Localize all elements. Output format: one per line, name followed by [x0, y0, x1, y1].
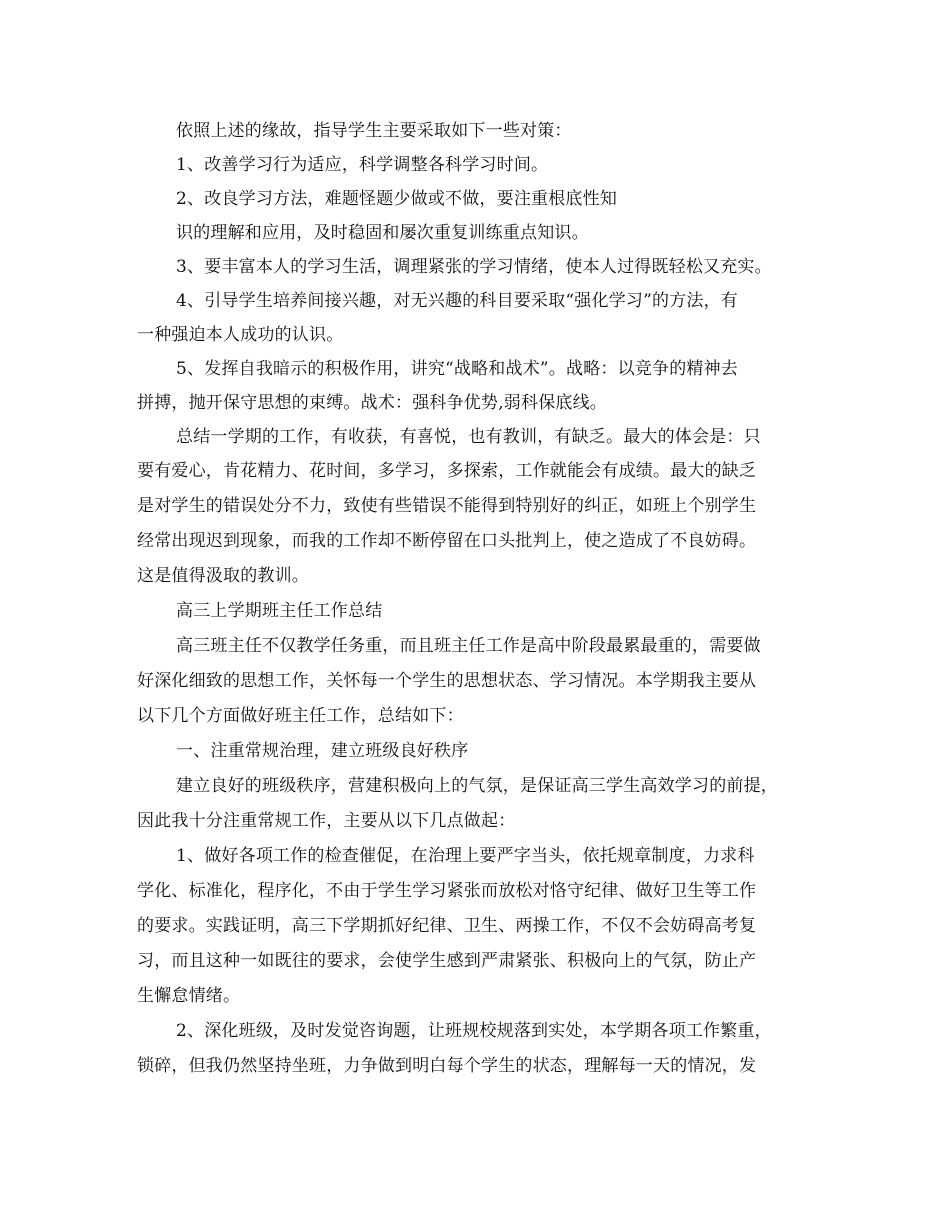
text-line: 拼搏，抛开保守思想的束缚。战术：强科争优势,弱科保底线。: [137, 393, 608, 413]
text-line: 3、要丰富本人的学习生活，调理紧张的学习情绪，使本人过得既轻松又充实。: [176, 257, 772, 277]
text-line: 高三班主任不仅教学任务重，而且班主任工作是高中阶段最累最重的，需要做: [176, 636, 761, 656]
text-line: 1、改善学习行为适应，科学调整各科学习时间。: [176, 155, 549, 175]
text-line: 建立良好的班级秩序，营建积极向上的气氛，是保证高三学生高效学习的前提，: [176, 776, 778, 796]
text-line: 2、深化班级，及时发觉咨询题，让班规校规落到实处，本学期各项工作繁重，: [176, 1021, 772, 1041]
text-line: 要有爱心，肯花精力、花时间，多学习，多探索，工作就能会有成绩。最大的缺乏: [137, 461, 757, 481]
section-heading: 高三上学期班主任工作总结: [176, 601, 383, 621]
text-line: 以下几个方面做好班主任工作，总结如下：: [137, 706, 464, 726]
text-line: 习，而且这种一如既往的要求，会使学生感到严肃紧张、积极向上的气氛，防止产: [137, 951, 757, 971]
text-line: 因此我十分注重常规工作，主要从以下几点做起：: [137, 811, 516, 831]
text-line: 学化、标准化，程序化，不由于学生学习紧张而放松对恪守纪律、做好卫生等工作: [137, 881, 757, 901]
text-line: 锁碎，但我仍然坚持坐班，力争做到明白每个学生的状态，理解每一天的情况，发: [137, 1056, 757, 1076]
text-line: 4、引导学生培养间接兴趣，对无兴趣的科目要采取“强化学习”的方法，有: [176, 291, 738, 311]
text-line: 识的理解和应用，及时稳固和屡次重复训练重点知识。: [176, 223, 589, 243]
text-line: 总结一学期的工作，有收获，有喜悦，也有教训，有缺乏。最大的体会是：只: [176, 427, 761, 447]
text-line: 1、做好各项工作的检查催促，在治理上要严字当头，依托规章制度，力求科: [176, 846, 755, 866]
text-line: 好深化细致的思想工作，关怀每一个学生的思想状态、学习情况。本学期我主要从: [137, 671, 757, 691]
text-line: 2、改良学习方法，难题怪题少做或不做，要注重根底性知: [176, 189, 618, 209]
text-line: 生懈怠情绪。: [137, 986, 241, 1006]
text-line: 经常出现迟到现象，而我的工作却不断停留在口头批判上，使之造成了不良妨碍。: [137, 531, 757, 551]
subheading: 一、注重常规治理，建立班级良好秩序: [176, 741, 469, 761]
text-line: 一种强迫本人成功的认识。: [137, 325, 344, 345]
text-line: 5、发挥自我暗示的积极作用，讲究“战略和战术”。战略：以竞争的精神去: [176, 359, 738, 379]
text-line: 这是值得汲取的教训。: [137, 566, 309, 586]
text-line: 的要求。实践证明，高三下学期抓好纪律、卫生、两操工作，不仅不会妨碍高考复: [137, 916, 757, 936]
text-line: 依照上述的缘故，指导学生主要采取如下一些对策：: [176, 121, 572, 141]
text-line: 是对学生的错误处分不力，致使有些错误不能得到特别好的纠正，如班上个别学生: [137, 496, 757, 516]
